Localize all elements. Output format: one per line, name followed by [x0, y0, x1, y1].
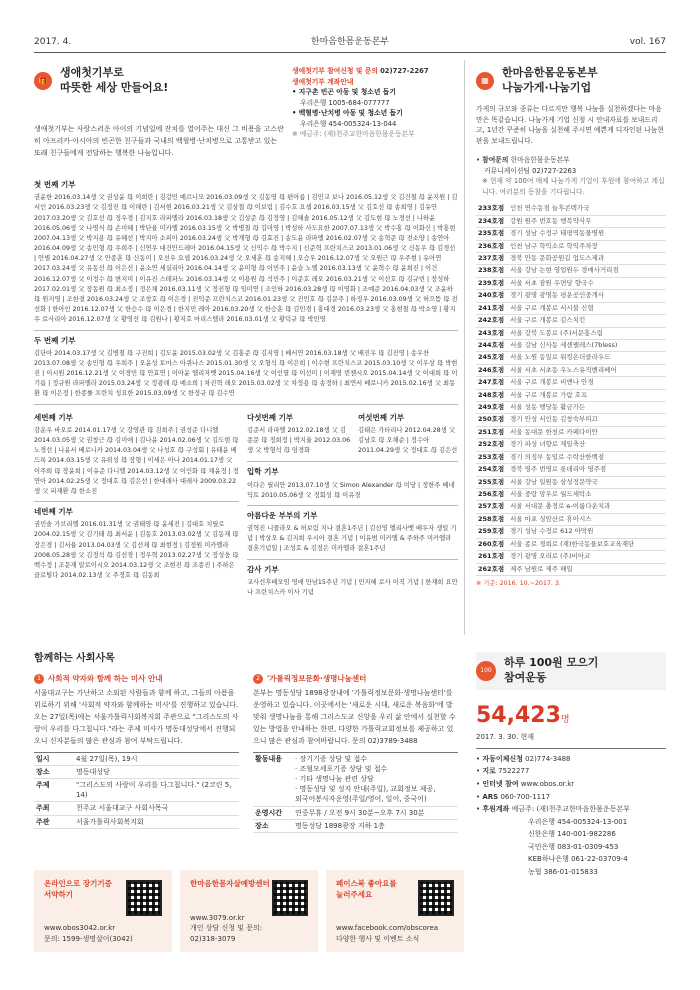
- fifth-block: [247, 409, 352, 458]
- fifth-sixth: [247, 409, 458, 458]
- store-number: 260호점: [476, 538, 508, 550]
- social-ministry-section: [34, 652, 458, 833]
- inquiry-line: [292, 66, 458, 77]
- store-row: [476, 203, 666, 215]
- first-donors: 권윤한 2016.03.14생 父 권상윤 母 이희란 | 김강민 예르니모 2016.03.09생 父 김동영 母 편아름 | 김민교 보나 2016.05.12생 父 김건철 母 윤지원 | 김서인 2016.03.23생 父 김정진 母 이해란 | 김서현 2016.03.21생 父 김상철 母 이보림 | 김수호 요셉 2016.03.15생 父 김호선 母 송희영 | 김유안 2017.03.20생 父 김호선 母 정우경 | 김지호 라파엘라 2016.03.18생 父 김상준 母 김정영 | 김해솔 2016.05.12생 父 김도현 母 노경선 | 나하윤 2016.05.06생 父 나명식 母 손미혜 | 박단율 미카엘 2016.03.15생 父 박병철 母 김미영 | 박성하 사도요한 2007.07.13생 父 박수홍 母 이화신 | 박홍현 2007.04.13생 父 박지용 母 유혜선 | 박지아 소피아 2016.03.24생 父 박계형 母 김효진 | 송도윤 라파엘 2016.02.07생 父 송혁준 母 전소양 | 송연아 2016.04.09생 父 송민형 母 우희주 | 신연우 대건안드레아 2016.04.15생 父 신익수 母 박수지 | 신준혁 프란치스코 2013.01.06생 父 신동우 母 김경선 | 안별 2016.04.27생 父 안종훈 母 신동미 | 오선우 요셉 2016.03.24생 父 오세훈 母 송지혜 | 오승우 2016.12.07생 父 오원근 母 우주현 | 유아연 2017.03.24생 父 유동선 母 이은선 | 윤소연 세실리아 2016.04.14생 父 윤미형 母 이민주 | 윤슬 노엘 2016.03.13생 父 윤혁수 母 윤희진 | 이건 2016.12.07생 父 이정수 母 변지미 | 이유진 스테파노 2016.03.14생 父 이용원 母 석민주 | 이준호 레오 2016.03.21생 父 이선호 母 김규빈 | 장성하 2017.02.01생 父 장동원 母 최소정 | 정은채 2016.03.11생 父 정진형 母 임미연 | 조인하 2016.03.28생 母 이영화 | 조예준 2016.04.03생 父 조윤하 母 원지영 | 조한결 2016.03.24생 父 조창호 母 이은경 | 진익준 프란치스코 2016.01.23생 父 진민호 母 김문주 | 하정우 2016.03.09생 父 허으뜸 母 전선화 | 한아인 2016.12.07생 父 한승수 母 이은경 | 한지민 레아 2016.03.20생 父 한승훈 母 김민경 | 홍대경 2016.03.23생 父 홍현철 母 박소영 | 황지우 로사리아 2016.12.07생 父 황영선 母 김원나 | 황지호 마리스텔라 2016.03.01생 父 황덕규 母 박민영: [34, 194, 458, 324]
- store-row: [476, 240, 666, 252]
- store-name: 경기 광명 오리로 (주)비아코: [508, 551, 666, 563]
- box-body: [336, 923, 438, 944]
- mass-title: 사회적 약자와 함께 하는 미사 안내: [48, 673, 163, 683]
- store-name: 인천 남구 학익소로 학익주차장: [508, 240, 666, 252]
- box-url[interactable]: www.facebook.com/obscorea: [336, 924, 439, 932]
- thanks-label: 감사 기부: [247, 564, 279, 574]
- store-table: [476, 203, 666, 576]
- row-key: 후원계좌: [482, 805, 510, 814]
- account-2-title: 백혈병·난치병 아동 및 청소년 돕기: [298, 109, 403, 118]
- info-row: [34, 802, 239, 815]
- store-inquiry: [476, 155, 666, 197]
- section-title-2: 따뜻한 세상 만들어요!: [60, 80, 169, 94]
- store-name: 서울 서초 잠원 우면당 향국수: [508, 277, 666, 289]
- count-value: 54,423: [476, 702, 561, 728]
- store-row: [476, 290, 666, 302]
- couple-label: 아름다운 부부의 기부: [247, 510, 318, 520]
- third-label: 세번째 기부: [34, 412, 73, 422]
- participation-row: • 인터넷 참여 www.obos.or.kr: [476, 779, 575, 788]
- store-name: 서울 서대문 충정로 e-이룸다운치과: [508, 501, 666, 513]
- store-row: [476, 489, 666, 501]
- center-info-table: [253, 752, 458, 833]
- couple-donors: 권혁진 니콜라오 & 허보림 지나 결혼1주년 | 김선영 엘리사벳 배우자 생일 기념 | 박상오 & 김지희 우시아 결혼 기념 | 이유범 미카엘 & 주하주 미카엘라 결혼기념일 | 조성호 & 김정은 미카엘라 결혼1주년: [247, 525, 457, 553]
- second-label: 두 번째 기부: [34, 335, 76, 345]
- store-number: 239호점: [476, 277, 508, 289]
- intro-text: 생애첫기부는 사랑스러운 아이의 기념일에 잔치를 열어주는 대신 그 비용을 고스란히 아프리카·아시아의 빈곤한 친구들과 국내의 백혈병·난치병으로 고통받고 있는 또래 친구들에게 전달하는 행복한 나눔입니다.: [34, 125, 284, 157]
- store-number: 262호점: [476, 563, 508, 575]
- store-name: 서울 구로 개봉로 가람 호프: [508, 389, 666, 401]
- inquiry-phone: 02)727-2267: [380, 67, 429, 75]
- inquiry-note: ※ 현재 약 100여 매체 나눔가게 기업이 후원에 참여하고 계십니다. 여러분의 동참을 기다립니다.: [482, 177, 665, 196]
- qr-code-icon[interactable]: [418, 880, 454, 916]
- store-name: 서울 서초 서초동 우노스유직벤리베어: [508, 364, 666, 376]
- row-value: 060-700-1117: [500, 792, 551, 801]
- store-icon: ▦: [476, 72, 494, 90]
- store-name: 서울 중랑 망우로 월드세탁소: [508, 489, 666, 501]
- mass-text: 서울대교구는 가난하고 소외된 사람들과 함께 하고, 그들의 아픔을 위로하기 위해 '사회적 약자와 함께하는 미사'를 진행하고 있습니다. 오는 27일(목)에는 서울가톨릭사회복지회 주관으로 "그리스도의 사랑이 우리를 다그칩니다."라는 주제 미사가 명동대성당에서 진행되오니 신자분들의 많은 관심과 참여 부탁드립니다.: [34, 689, 239, 745]
- store-number: 244호점: [476, 339, 508, 351]
- row-key: 지로: [482, 767, 496, 776]
- store-name: 경기 성남 수정로 612 아막원: [508, 526, 666, 538]
- store-name: 서울 강남 논현 영업원두 경매사거리점: [508, 265, 666, 277]
- store-number: 241호점: [476, 302, 508, 314]
- donor-columns: [34, 409, 458, 599]
- store-note: ※ 기준: 2016. 10.~2017. 3.: [476, 579, 561, 587]
- info-row: [34, 765, 239, 778]
- divider: [247, 559, 458, 560]
- inquiry-org: 한마음한몸운동본부: [510, 156, 570, 165]
- center-title: '가톨릭정보문화·생명나눔센터: [267, 673, 367, 683]
- section-title-2: 참여운동: [504, 670, 547, 684]
- donor-col-left: [34, 409, 239, 599]
- info-key: 일시: [36, 754, 50, 763]
- box-contact: 문의: 1599-생명살이(3042): [44, 934, 133, 943]
- bank-account: 국민은행 083-01-0309-453: [528, 842, 619, 851]
- account-note: ※ 예금주: (재)천주교한마음한몸운동본부: [292, 130, 415, 139]
- store-name: 서울 마포 성암산로 휴아시스: [508, 513, 666, 525]
- store-name: 서울 강남 신사동 세센팰레스(7bless): [508, 339, 666, 351]
- coin-icon: 100: [476, 661, 496, 681]
- store-name: 서울 노원 동일로 워킹온더클라우드: [508, 352, 666, 364]
- section-title-1: 한마음한몸운동본부: [502, 66, 598, 79]
- store-row: [476, 389, 666, 401]
- info-value: "그리스도의 사랑이 우리를 다그칩니다." (2코린 5, 14): [76, 781, 232, 800]
- thanks-donors: 교사선후배모임 영애 만남15주년 기념 | 민지혜 로사 이직 기념 | 한재희 요안나 프란치스카 이사 기념: [247, 578, 458, 596]
- section-title-2: 나눔가게·나눔기업: [502, 80, 592, 94]
- store-number: 242호점: [476, 315, 508, 327]
- store-row: [476, 228, 666, 240]
- store-name: 서울 구로 개봉로 서시불 신협: [508, 302, 666, 314]
- store-row: [476, 339, 666, 351]
- bank-account: 우리은행 454-005324-13-001: [528, 817, 628, 826]
- store-number: 237호점: [476, 253, 508, 265]
- store-name: 서울 성동 행당동 활금가든: [508, 402, 666, 414]
- store-number: 235호점: [476, 228, 508, 240]
- section-title: 함께하는 사회사목: [34, 653, 115, 664]
- participation-info: [476, 748, 666, 879]
- column-divider: [464, 60, 465, 635]
- store-number: 247호점: [476, 377, 508, 389]
- row-key: 인터넷 참여: [482, 779, 519, 788]
- store-name: 제주 남원로 제주 해일: [508, 563, 666, 575]
- box-title-2: 눌러주세요: [336, 890, 373, 900]
- store-number: 248호점: [476, 389, 508, 401]
- store-row: [476, 451, 666, 463]
- info-value: 명동대성당: [76, 767, 110, 776]
- store-row: [476, 277, 666, 289]
- count-unit: 명: [560, 714, 570, 725]
- info-row: [253, 752, 458, 806]
- store-name: 서울 구로 개봉로 비엔나 안경: [508, 377, 666, 389]
- store-row: [476, 327, 666, 339]
- bank-account: KEB하나은행 061-22-03709-4: [528, 855, 628, 864]
- store-name: 경기 파성 녀향로 제일축산: [508, 439, 666, 451]
- second-donors: 김단아 2014.03.17생 父 김병철 母 구진희 | 김도윤 2015.03.02생 父 김홍준 母 김지영 | 배서연 2016.03.18생 父 배진우 母 김진영 | 송우찬 2013.07.08생 父 송민형 母 우희주 | 오윤성 토마스 아퀴나스 2015.01.30생 父 오형석 母 이은희 | 이수현 프란치스코 2015.03.10생 父 이우상 母 박현진 | 이시원 2016.12.21생 父 이경민 母 안효연 | 이아윤 엘리자벳 2015.04.16생 父 이인열 母 이선미 | 이재영 빈첸시오 2015.04.14생 父 이대희 母 이기름 | 정규원 라파엘라 2015.03.24생 父 정광래 母 예소희 | 차진혁 레오 2015.03.02생 父 차정용 母 송정하 | 최연서 베로니카 2015.02.16생 父 최동환 母 이은정 | 한종률 프란치 성요한 2015.03.09생 父 한정규 母 김수연: [34, 349, 458, 398]
- mass-info-table: [34, 752, 239, 829]
- section-title-1: 하루 100원 모으기: [504, 656, 599, 669]
- divider: [247, 461, 458, 462]
- mass-block: [34, 674, 239, 833]
- account-1-number: 우리은행 1005-684-077777: [300, 98, 390, 107]
- store-number: 240호점: [476, 290, 508, 302]
- count-date: 2017. 3. 30. 현재: [476, 732, 535, 741]
- store-row: [476, 513, 666, 525]
- suicide-prevention-box[interactable]: [180, 870, 318, 952]
- store-row: [476, 476, 666, 488]
- school-label: 입학 기부: [247, 467, 279, 477]
- store-row: [476, 426, 666, 438]
- store-name: 서울 종로 경희로 (재)한국동물보호교육재단: [508, 538, 666, 550]
- inquiry-label: 생애첫기부 참여신청 및 문의: [292, 67, 378, 75]
- store-name: 경기 안성 서인동 김창숙부띠끄: [508, 414, 666, 426]
- daily-100won-section: [476, 652, 666, 879]
- section-title-wrap: [504, 656, 598, 686]
- store-name: 서울 구로 개봉로 김스치킨: [508, 315, 666, 327]
- sixth-label: 여섯번째 기부: [358, 412, 405, 422]
- first-label: 첫 번째 기부: [34, 180, 76, 189]
- store-number: 257호점: [476, 501, 508, 513]
- row-value: 02)774-3488: [525, 754, 571, 763]
- account-box: [292, 66, 458, 140]
- divider: [247, 505, 458, 506]
- store-number: 255호점: [476, 476, 508, 488]
- store-row: [476, 439, 666, 451]
- mass-title-row: [34, 674, 239, 685]
- info-key: 운영시간: [255, 808, 283, 817]
- info-value: 서울가톨릭사회복지회: [76, 817, 144, 826]
- store-row: [476, 302, 666, 314]
- organ-donation-box[interactable]: [34, 870, 172, 952]
- account-1-label: • 지구촌 빈곤 아동 및 청소년 돕기: [292, 88, 396, 97]
- info-value: 명동성당 1898광장 지하 1층: [295, 821, 385, 830]
- store-name: 경기 광명 광명동 평운공인중개사: [508, 290, 666, 302]
- store-name: 경북 영주 번영로 롯데리아 영주점: [508, 464, 666, 476]
- fourth-donors: 권민솔 가브리엘 2016.01.31생 父 권태영 母 윤세진 | 김대호 치릴로 2004.02.15생 父 김기태 母 최서윤 | 김동호 2013.03.02생 父 김동재 母 장은경 | 김서율 2013.04.03생 父 김선재 母 최현정 | 김정원 미카엘라 2008.05.28생 父 김정석 母 김선경 | 정우혁 2013.02.27생 父 정성웅 母 백수정 | 조문재 알로이시오 2014.03.12생 父 조현진 母 조종진 | 주하은 클로틸다 2014.02.13생 父 주정호 母 김동희: [34, 521, 239, 580]
- store-row: [476, 402, 666, 414]
- store-intro: 가게의 규모와 종류는 다르지만 행복 나눔을 실천하겠다는 마음만은 똑같습니다. 나눔가게 기업 신청 시 안내자료를 보내드리고, 1년간 꾸준히 나눔을 실천해 주시면 예쁜게 디자인된 나눔현판을 보내드립니다.: [476, 104, 664, 146]
- info-value: · 장기기증 상담 및 접수 · 조혈모세포기증 상담 및 접수 · 기타 생명나눔 관련 상담 · 명동성당 및 성지 안내(주일), 교회정보 제공, 외국어봉사자운영(주일/영어, 일어, 중국어): [295, 754, 436, 804]
- box-title-2: 서약하기: [44, 890, 73, 900]
- store-number: 252호점: [476, 439, 508, 451]
- store-name: 강원 원주 번호동 행복약사무: [508, 215, 666, 227]
- box-url[interactable]: www.obos3042.or.kr: [44, 924, 116, 932]
- store-row: [476, 563, 666, 575]
- qr-code-icon[interactable]: [272, 880, 308, 916]
- publisher: 한마음한몸운동본부: [310, 37, 390, 47]
- info-row: [34, 815, 239, 828]
- row-value: 예금주: (재)천주교한마음한몸운동본부: [511, 805, 630, 814]
- store-name: 인천 연수동점 눌후콘텍가국: [508, 203, 666, 215]
- info-value: 연중무휴 / 오전 9시 30분~오후 7시 30분: [295, 808, 425, 817]
- ministry-cols: [34, 674, 458, 833]
- store-number: 243호점: [476, 327, 508, 339]
- account-1-title: 지구촌 빈곤 아동 및 청소년 돕기: [298, 88, 396, 97]
- box-contact: 다양한 행사 및 이벤트 소식: [336, 934, 420, 943]
- box-body: [190, 913, 262, 945]
- fifth-donors: 김준서 라파엘 2012.02.18생 父 김종문 母 정희정 | 박지율 2012.03.06생 父 박형석 母 임경화: [247, 426, 351, 455]
- store-row: [476, 464, 666, 476]
- store-number: 238호점: [476, 265, 508, 277]
- header-rule: [34, 52, 666, 53]
- store-name: 경기 성남 수정구 태평역동물병원: [508, 228, 666, 240]
- store-number: 258호점: [476, 513, 508, 525]
- row-key: 자동이체신청: [482, 754, 523, 763]
- store-number: 234호점: [476, 215, 508, 227]
- store-row: [476, 414, 666, 426]
- store-name: 서울 강북 도봉로 (주)서문홍스림: [508, 327, 666, 339]
- box-body: [44, 923, 133, 944]
- divider: [34, 330, 458, 331]
- donor-list: [34, 176, 458, 599]
- inquiry-label: 참여문의: [482, 156, 509, 165]
- store-number: 249호점: [476, 402, 508, 414]
- store-name: 경기 의정부 동일로 수락산한백점: [508, 451, 666, 463]
- info-row: [34, 752, 239, 765]
- center-text: 본부는 명동성당 1898광장내에 '가톨릭정보문화·생명나눔센터'를 운영하고 있습니다. 이곳에서는 '새로운 시대, 새로운 복음화'에 발맞춰 생명나눔을 통해 그리스도교 신앙을 우리 삶 안에서 실천할 수 있는 방법을 안내하는 한편, 다양한 가톨릭교회정보를 제공하고 있으니 많은 관심과 참여바랍니다. 문의 02)3789-3488: [253, 689, 456, 745]
- store-number: 250호점: [476, 414, 508, 426]
- volume: vol. 167: [629, 37, 666, 47]
- store-row: [476, 538, 666, 550]
- participation-row: • 후원계좌 예금주: (재)천주교한마음한몸운동본부: [476, 805, 630, 814]
- section-header: [34, 66, 168, 96]
- info-key: 장소: [36, 767, 50, 776]
- box-url[interactable]: www.3079.or.kr: [190, 913, 245, 922]
- info-key: 주관: [36, 817, 50, 826]
- divider: [34, 404, 458, 405]
- box-contact: 개인 상담 신청 및 문의:: [190, 924, 263, 932]
- third-donors: 강운우 바오로 2014.01.17생 父 강영관 母 김희주 | 권성준 다니엘 2014.03.05생 父 권창근 母 김미애 | 김나윤 2014.02.06생 父 김도현 母 노경선 | 나윤서 베로니카 2014.03.04생 父 나성호 母 구성회 | 유태윤 베드록 2014.03.15생 父 유위성 母 장형 | 이세은 아나 2014.01.17생 父 이주희 母 장윤희 | 이유준 다니엘 2014.03.12생 父 이인화 母 채윤정 | 정연아 2014.02.25생 父 정대호 母 김은선 | 한대래사 대래사 2009.03.22생 父 피재환 母 한소진: [34, 426, 239, 495]
- fifth-label: 다섯번째 기부: [247, 412, 294, 422]
- store-number: 254호점: [476, 464, 508, 476]
- box-title-1: 페이스북 좋아요를: [336, 879, 397, 888]
- sharing-store-section: [476, 66, 666, 588]
- store-row: [476, 265, 666, 277]
- store-row: [476, 364, 666, 376]
- store-number: 236호점: [476, 240, 508, 252]
- row-value: 7522277: [498, 767, 530, 776]
- section-header: [476, 652, 666, 690]
- number-1-icon: 1: [34, 674, 44, 684]
- store-number: 233호점: [476, 203, 508, 215]
- gift-icon: 🎁: [34, 72, 52, 90]
- info-key: 활동내용: [255, 754, 283, 763]
- info-value: 천주교 서울대교구 사회사목국: [76, 804, 169, 813]
- issue-date: 2017. 4.: [34, 37, 72, 47]
- store-number: 245호점: [476, 352, 508, 364]
- box-phone: 02)318-3079: [190, 934, 236, 943]
- sixth-donors: 김태은 가타리나 2012.04.28생 父 김남호 母 오해순 | 정수아 2011.04.29생 父 정대호 母 김은선: [358, 426, 458, 455]
- info-row: [253, 806, 458, 819]
- page-header: [34, 36, 666, 50]
- participation-rows: [476, 753, 666, 816]
- info-row: [253, 819, 458, 832]
- bank-account: 농협 386-01-015833: [528, 868, 598, 877]
- qr-code-icon[interactable]: [126, 880, 162, 916]
- account-list: [476, 816, 666, 879]
- info-key: 장소: [255, 821, 269, 830]
- participant-count: [476, 700, 666, 732]
- section-title-wrap: [60, 66, 168, 96]
- participation-row: • 지로 7522277: [476, 767, 530, 776]
- row-value: www.obos.or.kr: [520, 779, 575, 788]
- store-name: 경북 안동 문화공원길 업도스제과: [508, 253, 666, 265]
- account-subtitle: 생애첫기부 계좌안내: [292, 77, 354, 86]
- store-number: 256호점: [476, 489, 508, 501]
- bank-account: 신한은행 140-001-982286: [528, 830, 616, 839]
- fourth-label: 네번째 기부: [34, 507, 73, 517]
- participation-row: • ARS 060-700-1117: [476, 792, 551, 801]
- store-row: [476, 352, 666, 364]
- center-title-row: [253, 674, 458, 685]
- store-number: 246호점: [476, 364, 508, 376]
- section-title-1: 생애첫기부로: [60, 66, 124, 79]
- section-title-wrap: [502, 66, 598, 96]
- sixth-block: [358, 409, 458, 458]
- participation-row: • 자동이체신청 02)774-3488: [476, 754, 571, 763]
- store-row: [476, 551, 666, 563]
- store-name: 서울 동대문 한천로 카페다이안: [508, 426, 666, 438]
- store-number: 261호점: [476, 551, 508, 563]
- store-number: 251호점: [476, 426, 508, 438]
- account-2-number: 우리은행 454-005324-13-044: [300, 119, 397, 128]
- store-row: [476, 215, 666, 227]
- info-row: [34, 779, 239, 802]
- inquiry-title: • 참여문의 한마음한몸운동본부: [476, 156, 570, 165]
- box-title-1: 한마음한몸자살예방센터: [190, 879, 270, 888]
- store-row: [476, 315, 666, 327]
- inquiry-team: 커뮤니케이션팀 02)727-2263: [484, 166, 577, 175]
- box-title-1: 온라인으로 장기기증: [44, 879, 112, 888]
- donor-col-right: [247, 409, 458, 599]
- store-row: [476, 501, 666, 513]
- info-key: 주제: [36, 781, 50, 790]
- store-row: [476, 253, 666, 265]
- school-donors: 이다은 릴리안 2013.07.10생 父 Simon Alexander 母 이당 | 정한주 베네딕토 2010.05.06생 父 정회성 母 이유경: [247, 481, 455, 499]
- store-name: 서울 강남 일원동 삼성정문약국: [508, 476, 666, 488]
- account-2-label: • 백혈병·난치병 아동 및 청소년 돕기: [292, 109, 403, 118]
- number-2-icon: 2: [253, 674, 263, 684]
- section-header: [476, 66, 666, 96]
- store-number: 259호점: [476, 526, 508, 538]
- row-key: ARS: [482, 792, 499, 801]
- facebook-box[interactable]: [326, 870, 464, 952]
- info-key: 주최: [36, 804, 50, 813]
- store-row: [476, 526, 666, 538]
- center-block: [253, 674, 458, 833]
- store-row: [476, 377, 666, 389]
- store-number: 253호점: [476, 451, 508, 463]
- info-value: 4월 27일(목), 19시: [76, 754, 138, 763]
- divider: [34, 501, 239, 502]
